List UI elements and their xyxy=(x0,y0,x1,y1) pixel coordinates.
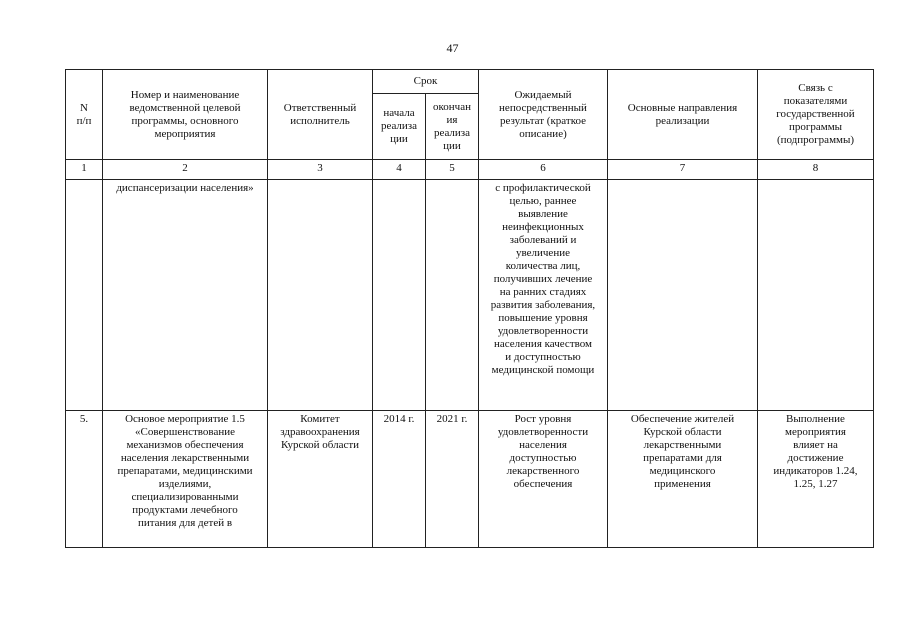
cell-start xyxy=(373,180,426,411)
column-number: 5 xyxy=(426,160,479,180)
column-number: 7 xyxy=(608,160,758,180)
column-number: 1 xyxy=(66,160,103,180)
header-term: Срок xyxy=(373,70,479,94)
column-number: 8 xyxy=(758,160,874,180)
column-number: 3 xyxy=(268,160,373,180)
cell-link xyxy=(758,180,874,411)
header-n: N п/п xyxy=(66,70,103,160)
program-table xyxy=(65,69,874,548)
column-number: 6 xyxy=(479,160,608,180)
header-row-main xyxy=(66,70,874,94)
cell-end xyxy=(426,180,479,411)
cell-end: 2021 г. xyxy=(426,411,479,548)
header-term-start: начала реализа ции xyxy=(373,94,426,160)
cell-result: с профилактической целью, раннее выявление неинфекционных заболеваний и увеличение количества лиц, получивших лечение на ранних стадиях развития заболевания, повышение уровня удовлетворенности населения качеством и доступностью медицинской помощи xyxy=(479,180,608,411)
cell-executor: Комитет здравоохранения Курской области xyxy=(268,411,373,548)
header-link: Связь с показателями государственной программы (подпрограммы) xyxy=(758,70,874,160)
page-number: 47 xyxy=(446,41,459,55)
header-directions: Основные направления реализации xyxy=(608,70,758,160)
table-row-5 xyxy=(66,411,874,548)
header-term-end: окончан ия реализа ции xyxy=(426,94,479,160)
header-program: Номер и наименование ведомственной целевой программы, основного мероприятия xyxy=(103,70,268,160)
cell-start: 2014 г. xyxy=(373,411,426,548)
cell-link: Выполнение мероприятия влияет на достижение индикаторов 1.24, 1.25, 1.27 xyxy=(758,411,874,548)
column-number: 2 xyxy=(103,160,268,180)
cell-program: Основое мероприятие 1.5 «Совершенствование механизмов обеспечения населения лекарственными препаратами, медицинскими изделиями, специализированными продуктами лечебного питания для детей в xyxy=(103,411,268,548)
cell-n xyxy=(66,180,103,411)
cell-executor xyxy=(268,180,373,411)
cell-directions: Обеспечение жителей Курской области лекарственными препаратами для медицинского применения xyxy=(608,411,758,548)
table-row-continuation xyxy=(66,180,874,411)
header-executor: Ответственный исполнитель xyxy=(268,70,373,160)
column-number-row xyxy=(66,160,874,180)
cell-result: Рост уровня удовлетворенности населения доступностью лекарственного обеспечения xyxy=(479,411,608,548)
header-result: Ожидаемый непосредственный результат (краткое описание) xyxy=(479,70,608,160)
cell-n: 5. xyxy=(66,411,103,548)
cell-program: диспансеризации населения» xyxy=(103,180,268,411)
cell-directions xyxy=(608,180,758,411)
column-number: 4 xyxy=(373,160,426,180)
